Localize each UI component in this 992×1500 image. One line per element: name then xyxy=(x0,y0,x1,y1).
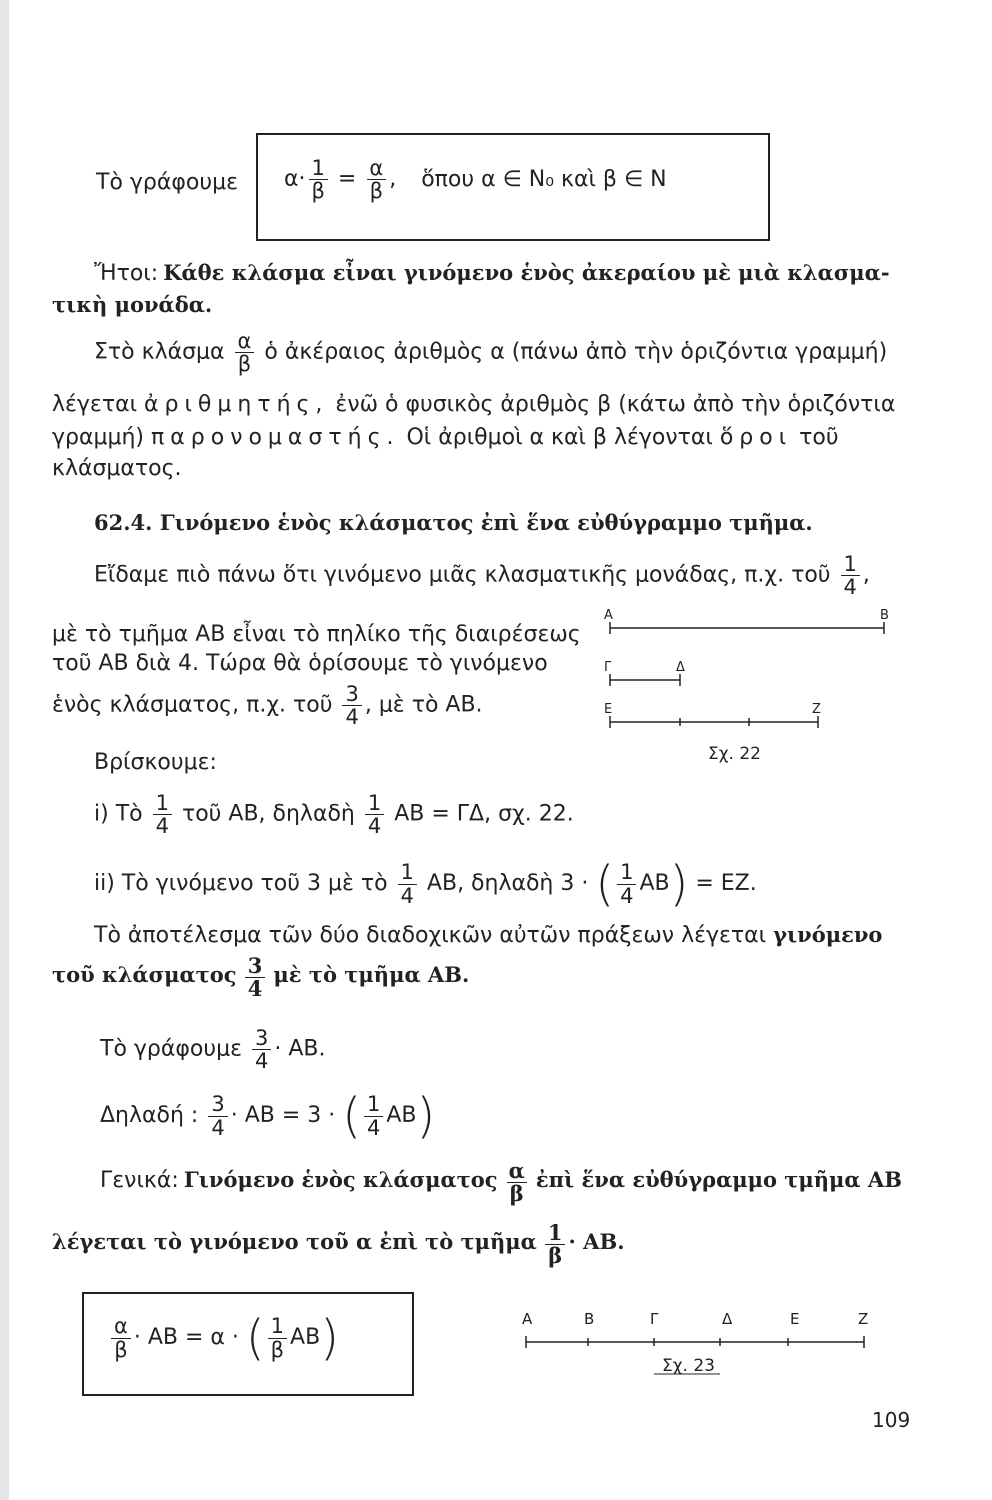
fig22-label-a: Α xyxy=(604,608,613,623)
step-ii: ii) Τὸ γινόμενο τοῦ 3 μὲ τὸ $\frac{1}{4}$ ΑΒ, δηλαδὴ 3 · ( $\frac{1}{4}$ ΑΒ) = ΕΖ. xyxy=(94,856,757,912)
definition1-line1: Ἤτοι: Κάθε κλάσμα εἶναι γινόμενο ἑνὸς ἀκεραίου μὲ μιὰ κλασμα- xyxy=(94,260,890,286)
formula1-label: Τὸ γράφουμε xyxy=(96,170,238,195)
terms-line3: γραμμή) παρονομαστής. Οἱ ἀριθμοὶ α καὶ β λέγονται ὅροι τοῦ xyxy=(52,425,839,450)
figure-22 xyxy=(600,606,900,766)
para-line5: Βρίσκουμε: xyxy=(94,750,217,775)
para-frac1: $\frac{1}{4}$ xyxy=(841,553,860,598)
para-frac2: $\frac{3}{4}$ xyxy=(342,683,361,728)
para-line1: Εἴδαμε πιὸ πάνω ὅτι γινόμενο μιᾶς κλασματικῆς μονάδας, π.χ. τοῦ $\frac{1}{4}$ , xyxy=(94,552,870,600)
para-line3: τοῦ ΑΒ διὰ 4. Τώρα θὰ ὁρίσουμε τὸ γινόμενο xyxy=(52,651,548,676)
terms-line4: κλάσματος. xyxy=(52,456,182,481)
formula1-condition: ὅπου α ∈ N₀ καὶ β ∈ N xyxy=(421,166,667,192)
fig23-label-a: Α xyxy=(522,1310,533,1328)
step-i: i) Τὸ $\frac{1}{4}$ τοῦ ΑΒ, δηλαδὴ $\frac{1}{4}$ ΑΒ = ΓΔ, σχ. 22. xyxy=(94,791,574,839)
write-line: Τὸ γράφουμε $\frac{3}{4}$ · ΑΒ. xyxy=(100,1026,326,1074)
para-line2: μὲ τὸ τμῆμα ΑΒ εἶναι τὸ πηλίκο τῆς διαιρέσεως xyxy=(52,622,581,647)
fig23-label-b: Β xyxy=(584,1310,595,1328)
terms-line1: Στὸ κλάσμα $\frac{\alpha}{\beta}$ ὁ ἀκέραιος ἀριθμὸς α (πάνω ἀπὸ τὴν ὁριζόντια γραμμή) xyxy=(94,329,888,377)
fig23-label-z: Ζ xyxy=(858,1310,869,1328)
result-line2: τοῦ κλάσματος $\frac{3}{4}$ μὲ τὸ τμῆμα ΑΒ. xyxy=(52,953,470,1002)
general-line2: λέγεται τὸ γινόμενο τοῦ α ἐπὶ τὸ τμῆμα $\frac{1}{\beta}$ · ΑΒ. xyxy=(52,1220,625,1269)
formula1-frac-right: $\frac{\alpha}{\beta}$ xyxy=(366,157,386,202)
terms-line2: λέγεται ἀριθμητής, ἐνῶ ὁ φυσικὸς ἀριθμὸς β (κάτω ἀπὸ τὴν ὁριζόντια xyxy=(52,392,896,417)
definition1-line2: τικὴ μονάδα. xyxy=(52,292,213,317)
page-spine-shadow xyxy=(0,0,9,1500)
general-line1: Γενικά: Γινόμενο ἑνὸς κλάσματος $\frac{\alpha}{\beta}$ ἐπὶ ἕνα εὐθύγραμμο τμῆμα ΑΒ xyxy=(100,1158,902,1207)
namely-line: Δηλαδή : $\frac{3}{4}$ · ΑΒ = 3 · ( $\frac{1}{4}$ ΑΒ) xyxy=(100,1088,436,1144)
formula1-frac-left: $\frac{1}{\beta}$ xyxy=(309,157,328,202)
fig22-caption: Σχ. 22 xyxy=(708,744,762,764)
formula1-box xyxy=(256,133,770,241)
formula2-expression: $\frac{\alpha}{\beta}$ · ΑΒ = α · ( $\frac{1}{\beta}$ ΑΒ) xyxy=(108,1314,339,1362)
formula1-expression: α· $\frac{1}{\beta}$ = $\frac{\alpha}{\beta}$ , ὅπου α ∈ N₀ καὶ β ∈ N xyxy=(284,156,667,204)
formula2-box xyxy=(82,1292,414,1396)
section-heading: 62.4. Γινόμενο ἑνὸς κλάσματος ἐπὶ ἕνα εὐθύγραμμο τμῆμα. xyxy=(94,510,813,535)
fig22-label-z: Ζ xyxy=(812,702,821,717)
result-line1: Τὸ ἀποτέλεσμα τῶν δύο διαδοχικῶν αὐτῶν πράξεων λέγεται γινόμενο xyxy=(94,922,883,948)
fig22-label-b: Β xyxy=(880,608,889,623)
terms-frac: $\frac{\alpha}{\beta}$ xyxy=(235,330,255,375)
fig22-label-g: Γ xyxy=(604,660,612,675)
fig22-label-e: Ε xyxy=(604,702,613,717)
fig23-label-d: Δ xyxy=(722,1310,733,1328)
fig23-label-g: Γ xyxy=(650,1310,659,1328)
para-line4: ἑνὸς κλάσματος, π.χ. τοῦ $\frac{3}{4}$ , μὲ τὸ ΑΒ. xyxy=(52,682,483,730)
page-number: 109 xyxy=(872,1408,911,1432)
fig22-label-d: Δ xyxy=(676,660,685,675)
fig23-caption: Σχ. 23 xyxy=(662,1356,716,1376)
fig23-label-e: Ε xyxy=(790,1310,800,1328)
